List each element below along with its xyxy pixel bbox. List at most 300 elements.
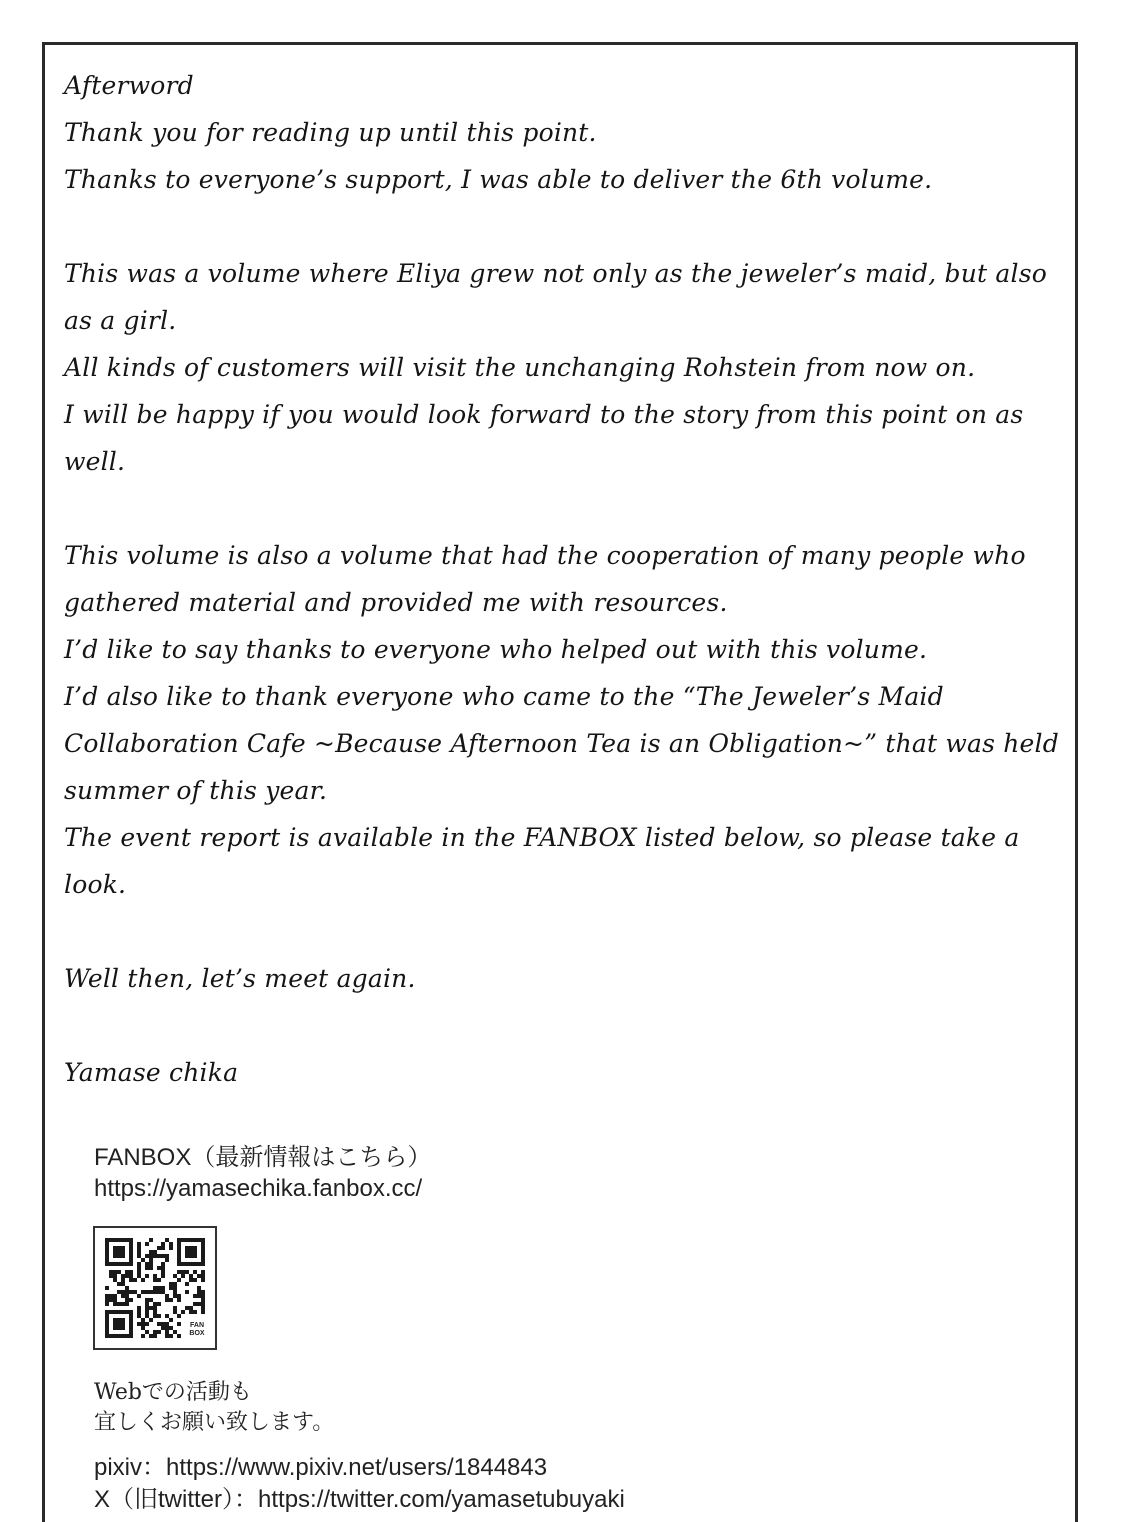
qr-module — [117, 1270, 121, 1274]
qr-module — [193, 1238, 197, 1242]
qr-module — [129, 1290, 133, 1294]
qr-module — [161, 1290, 165, 1294]
fanbox-label: FANBOX（最新情報はこちら） — [94, 1144, 432, 1171]
qr-module — [161, 1270, 165, 1274]
afterword-text — [64, 62, 1059, 1096]
qr-module — [145, 1310, 149, 1314]
qr-module — [201, 1306, 205, 1310]
qr-module — [137, 1250, 141, 1254]
qr-module — [201, 1298, 205, 1302]
qr-module — [189, 1310, 193, 1314]
qr-module — [177, 1294, 181, 1298]
web-note-line: Webでの活動も — [94, 1380, 252, 1405]
qr-module — [125, 1286, 129, 1290]
qr-module — [117, 1262, 121, 1266]
qr-module — [121, 1282, 125, 1286]
qr-module — [121, 1250, 125, 1254]
qr-module — [185, 1246, 189, 1250]
paragraph-gap — [64, 203, 1054, 250]
qr-module — [117, 1282, 121, 1286]
qr-module — [141, 1290, 145, 1294]
afterword-line: summer of this year. — [64, 776, 328, 805]
qr-module — [149, 1306, 153, 1310]
qr-module — [117, 1302, 121, 1306]
qr-module — [137, 1254, 141, 1258]
qr-module — [201, 1274, 205, 1278]
qr-module — [129, 1242, 133, 1246]
qr-module — [129, 1274, 133, 1278]
qr-module — [185, 1254, 189, 1258]
qr-module — [109, 1310, 113, 1314]
qr-module — [201, 1302, 205, 1306]
qr-module — [105, 1250, 109, 1254]
qr-module — [173, 1286, 177, 1290]
qr-module — [169, 1246, 173, 1250]
qr-module — [153, 1306, 157, 1310]
qr-module — [197, 1286, 201, 1290]
qr-module — [193, 1302, 197, 1306]
twitter-link[interactable]: X（旧twitter）：https://twitter.com/yamasetubuyaki — [94, 1486, 625, 1513]
qr-module — [141, 1334, 145, 1338]
qr-module — [109, 1238, 113, 1242]
qr-module — [129, 1298, 133, 1302]
qr-module — [121, 1278, 125, 1282]
qr-module — [173, 1294, 177, 1298]
qr-module — [193, 1270, 197, 1274]
qr-module — [145, 1302, 149, 1306]
qr-module — [173, 1274, 177, 1278]
qr-module — [129, 1278, 133, 1282]
qr-module — [137, 1246, 141, 1250]
qr-module — [141, 1322, 145, 1326]
qr-module — [177, 1278, 181, 1282]
qr-module — [105, 1242, 109, 1246]
qr-module — [185, 1270, 189, 1274]
qr-module — [121, 1290, 125, 1294]
qr-module — [145, 1274, 149, 1278]
afterword-line: Collaboration Cafe ~Because Afternoon Tea is an Obligation~” that was held — [64, 729, 1059, 758]
afterword-line: All kinds of customers will visit the unchanging Rohstein from now on. — [64, 353, 976, 382]
fanbox-info — [94, 1142, 431, 1204]
qr-module — [189, 1250, 193, 1254]
afterword-line: as a girl. — [64, 306, 177, 335]
qr-module — [145, 1306, 149, 1310]
afterword-closing: Well then, let’s meet again. — [64, 964, 416, 993]
qr-module — [165, 1326, 169, 1330]
qr-module — [185, 1238, 189, 1242]
qr-module — [157, 1286, 161, 1290]
qr-module — [113, 1254, 117, 1258]
qr-module — [121, 1310, 125, 1314]
qr-module — [149, 1258, 153, 1262]
afterword-line: I will be happy if you would look forward to the story from this point on as — [64, 400, 1024, 429]
qr-module — [169, 1286, 173, 1290]
qr-module — [137, 1242, 141, 1246]
qr-module — [157, 1330, 161, 1334]
qr-module — [201, 1294, 205, 1298]
qr-module — [185, 1282, 189, 1286]
qr-module — [121, 1254, 125, 1258]
qr-module — [121, 1334, 125, 1338]
qr-module — [153, 1310, 157, 1314]
qr-module — [181, 1310, 185, 1314]
qr-module — [129, 1310, 133, 1314]
qr-module — [113, 1250, 117, 1254]
qr-module — [157, 1266, 161, 1270]
qr-module — [193, 1250, 197, 1254]
qr-module — [153, 1334, 157, 1338]
qr-module — [117, 1246, 121, 1250]
qr-module — [201, 1246, 205, 1250]
qr-module — [161, 1266, 165, 1270]
qr-module — [129, 1258, 133, 1262]
qr-module — [157, 1302, 161, 1306]
qr-module — [201, 1270, 205, 1274]
qr-module — [201, 1290, 205, 1294]
qr-module — [105, 1322, 109, 1326]
qr-module — [177, 1270, 181, 1274]
qr-module — [145, 1290, 149, 1294]
qr-module — [153, 1302, 157, 1306]
qr-module — [165, 1294, 169, 1298]
qr-module — [177, 1334, 181, 1338]
qr-module — [117, 1290, 121, 1294]
qr-module — [125, 1302, 129, 1306]
qr-module — [105, 1254, 109, 1258]
qr-module — [117, 1238, 121, 1242]
qr-module — [129, 1334, 133, 1338]
qr-module — [153, 1274, 157, 1278]
afterword-line: This volume is also a volume that had the cooperation of many people who — [64, 541, 1026, 570]
qr-module — [105, 1318, 109, 1322]
qr-module — [177, 1314, 181, 1318]
qr-module — [149, 1318, 153, 1322]
qr-module — [109, 1262, 113, 1266]
qr-module — [113, 1298, 117, 1302]
qr-module — [121, 1318, 125, 1322]
qr-module — [105, 1294, 109, 1298]
qr-module — [129, 1322, 133, 1326]
qr-module — [153, 1254, 157, 1258]
qr-module — [105, 1262, 109, 1266]
web-note-line: 宜しくお願い致します。 — [94, 1410, 335, 1435]
qr-module — [129, 1250, 133, 1254]
afterword-line: I’d like to say thanks to everyone who helped out with this volume. — [64, 635, 928, 664]
qr-module — [161, 1246, 165, 1250]
afterword-line: Thanks to everyone’s support, I was able to deliver the 6th volume. — [64, 165, 933, 194]
qr-module — [197, 1238, 201, 1242]
qr-module — [197, 1302, 201, 1306]
qr-module — [113, 1326, 117, 1330]
qr-module — [165, 1254, 169, 1258]
qr-module — [165, 1314, 169, 1318]
fanbox-badge: FAN BOX — [187, 1322, 207, 1340]
qr-module — [129, 1326, 133, 1330]
qr-module — [125, 1270, 129, 1274]
qr-module — [141, 1278, 145, 1282]
qr-module — [165, 1258, 169, 1262]
qr-module — [153, 1290, 157, 1294]
qr-module — [121, 1322, 125, 1326]
afterword-line: This was a volume where Eliya grew not only as the jeweler’s maid, but also — [64, 259, 1048, 288]
qr-module — [117, 1334, 121, 1338]
qr-module — [165, 1322, 169, 1326]
qr-module — [193, 1278, 197, 1282]
qr-module — [165, 1298, 169, 1302]
qr-module — [125, 1274, 129, 1278]
qr-module — [137, 1306, 141, 1310]
qr-module — [189, 1278, 193, 1282]
qr-module — [161, 1254, 165, 1258]
qr-module — [193, 1246, 197, 1250]
qr-module — [193, 1294, 197, 1298]
qr-module — [161, 1274, 165, 1278]
qr-module — [117, 1310, 121, 1314]
qr-module — [189, 1306, 193, 1310]
qr-module — [137, 1314, 141, 1318]
qr-module — [121, 1326, 125, 1330]
qr-module — [137, 1274, 141, 1278]
qr-module — [157, 1290, 161, 1294]
qr-module — [109, 1298, 113, 1302]
qr-module — [145, 1314, 149, 1318]
afterword-line: well. — [64, 447, 126, 476]
qr-module — [165, 1334, 169, 1338]
qr-module — [201, 1278, 205, 1282]
qr-module — [197, 1262, 201, 1266]
qr-module — [105, 1258, 109, 1262]
qr-module — [161, 1262, 165, 1266]
qr-module — [161, 1322, 165, 1326]
qr-module — [109, 1274, 113, 1278]
qr-module — [125, 1290, 129, 1294]
qr-module — [177, 1246, 181, 1250]
qr-module — [109, 1334, 113, 1338]
qr-module — [181, 1262, 185, 1266]
qr-module — [149, 1266, 153, 1270]
qr-module — [193, 1262, 197, 1266]
qr-module — [149, 1238, 153, 1242]
qr-module — [177, 1250, 181, 1254]
qr-module — [165, 1330, 169, 1334]
qr-module — [189, 1246, 193, 1250]
qr-module — [173, 1306, 177, 1310]
qr-module — [157, 1246, 161, 1250]
web-activity-note — [94, 1378, 334, 1438]
qr-module — [169, 1282, 173, 1286]
qr-module — [125, 1298, 129, 1302]
qr-module — [145, 1298, 149, 1302]
qr-module — [113, 1310, 117, 1314]
qr-module — [129, 1246, 133, 1250]
afterword-line: Thank you for reading up until this point. — [64, 118, 597, 147]
qr-module — [145, 1242, 149, 1246]
qr-module — [133, 1290, 137, 1294]
qr-module — [177, 1242, 181, 1246]
qr-module — [137, 1266, 141, 1270]
qr-module — [157, 1278, 161, 1282]
qr-module — [173, 1310, 177, 1314]
qr-module — [197, 1290, 201, 1294]
qr-module — [121, 1274, 125, 1278]
qr-module — [149, 1334, 153, 1338]
qr-module — [193, 1310, 197, 1314]
qr-module — [149, 1290, 153, 1294]
qr-module — [117, 1250, 121, 1254]
qr-module — [185, 1290, 189, 1294]
qr-module — [105, 1326, 109, 1330]
qr-module — [117, 1326, 121, 1330]
qr-module — [113, 1294, 117, 1298]
qr-module — [129, 1262, 133, 1266]
qr-module — [177, 1262, 181, 1266]
qr-module — [189, 1274, 193, 1278]
qr-module — [105, 1302, 109, 1306]
qr-module — [105, 1298, 109, 1302]
qr-module — [169, 1318, 173, 1322]
qr-module — [137, 1294, 141, 1298]
qr-module — [173, 1290, 177, 1294]
qr-module — [201, 1262, 205, 1266]
qr-module — [113, 1246, 117, 1250]
qr-module — [125, 1238, 129, 1242]
qr-module — [113, 1238, 117, 1242]
fanbox-url[interactable]: https://yamasechika.fanbox.cc/ — [94, 1175, 423, 1202]
qr-module — [181, 1238, 185, 1242]
qr-module — [105, 1314, 109, 1318]
qr-module — [125, 1334, 129, 1338]
qr-module — [197, 1294, 201, 1298]
qr-module — [149, 1250, 153, 1254]
qr-module — [121, 1302, 125, 1306]
qr-module — [129, 1270, 133, 1274]
qr-module — [121, 1262, 125, 1266]
qr-module — [105, 1330, 109, 1334]
qr-module — [201, 1310, 205, 1314]
qr-module — [153, 1330, 157, 1334]
qr-module — [125, 1310, 129, 1314]
qr-module — [105, 1310, 109, 1314]
qr-module — [153, 1250, 157, 1254]
qr-module — [137, 1322, 141, 1326]
qr-module — [201, 1254, 205, 1258]
qr-module — [169, 1334, 173, 1338]
qr-module — [181, 1270, 185, 1274]
qr-module — [169, 1242, 173, 1246]
qr-module — [197, 1274, 201, 1278]
qr-module — [129, 1314, 133, 1318]
afterword-line: The event report is available in the FANBOX listed below, so please take a — [64, 823, 1020, 852]
qr-module — [109, 1294, 113, 1298]
fanbox-qr-code — [93, 1226, 217, 1350]
qr-module — [113, 1334, 117, 1338]
author-signature: Yamase chika — [64, 1058, 239, 1087]
qr-module — [125, 1262, 129, 1266]
qr-module — [153, 1314, 157, 1318]
qr-module — [173, 1330, 177, 1334]
afterword-line: gathered material and provided me with resources. — [64, 588, 728, 617]
qr-module — [129, 1330, 133, 1334]
qr-module — [149, 1262, 153, 1266]
qr-module — [145, 1330, 149, 1334]
qr-module — [133, 1278, 137, 1282]
qr-module — [113, 1302, 117, 1306]
paragraph-gap — [64, 485, 1054, 532]
paragraph-gap — [64, 908, 1054, 955]
qr-module — [201, 1258, 205, 1262]
qr-module — [161, 1326, 165, 1330]
social-links — [94, 1452, 625, 1516]
qr-module — [177, 1258, 181, 1262]
qr-module — [173, 1282, 177, 1286]
qr-module — [137, 1270, 141, 1274]
qr-module — [177, 1238, 181, 1242]
qr-module — [201, 1242, 205, 1246]
qr-module — [113, 1322, 117, 1326]
qr-module — [185, 1262, 189, 1266]
qr-module — [193, 1254, 197, 1258]
qr-module — [165, 1238, 169, 1242]
qr-module — [169, 1326, 173, 1330]
qr-module — [141, 1258, 145, 1262]
qr-module — [149, 1254, 153, 1258]
qr-module — [117, 1318, 121, 1322]
qr-module — [169, 1298, 173, 1302]
qr-module — [121, 1246, 125, 1250]
qr-module — [113, 1278, 117, 1282]
qr-module — [121, 1294, 125, 1298]
qr-module — [109, 1270, 113, 1274]
paragraph-gap — [64, 1002, 1054, 1049]
qr-module — [113, 1318, 117, 1322]
qr-module — [189, 1238, 193, 1242]
qr-module — [201, 1250, 205, 1254]
qr-module — [129, 1318, 133, 1322]
qr-module — [177, 1298, 181, 1302]
qr-module — [153, 1278, 157, 1282]
pixiv-link[interactable]: pixiv：https://www.pixiv.net/users/1844843 — [94, 1454, 548, 1481]
qr-module — [105, 1246, 109, 1250]
qr-module — [105, 1334, 109, 1338]
qr-module — [161, 1242, 165, 1246]
afterword-title: Afterword — [64, 71, 194, 100]
qr-module — [157, 1322, 161, 1326]
qr-module — [177, 1254, 181, 1258]
qr-module — [113, 1274, 117, 1278]
afterword-line: look. — [64, 870, 127, 899]
qr-module — [105, 1238, 109, 1242]
qr-module — [117, 1254, 121, 1258]
qr-module — [121, 1238, 125, 1242]
qr-module — [113, 1270, 117, 1274]
qr-module — [125, 1294, 129, 1298]
qr-module — [145, 1262, 149, 1266]
qr-module — [113, 1262, 117, 1266]
qr-module — [157, 1254, 161, 1258]
qr-module — [129, 1254, 133, 1258]
qr-module — [137, 1262, 141, 1266]
qr-module — [141, 1326, 145, 1330]
qr-module — [141, 1318, 145, 1322]
afterword-line: I’d also like to thank everyone who came to the “The Jeweler’s Maid — [64, 682, 944, 711]
qr-module — [105, 1286, 109, 1290]
qr-module — [177, 1322, 181, 1326]
qr-module — [181, 1274, 185, 1278]
qr-module — [189, 1262, 193, 1266]
qr-module — [117, 1322, 121, 1326]
qr-module — [137, 1310, 141, 1314]
qr-module — [185, 1306, 189, 1310]
